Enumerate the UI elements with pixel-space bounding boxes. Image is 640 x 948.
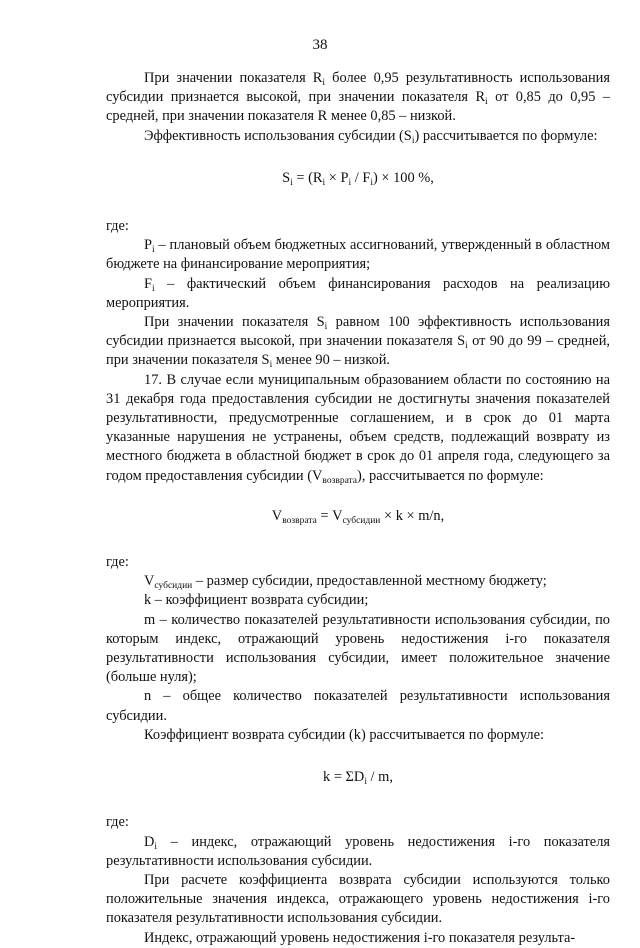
definition-m: m – количество показателей результативности использования субсидии, по которым индекс, отражающий уровень недостижения i-го показателя результативности использования субсидии, имеет положительное значение (больше нуля);: [106, 611, 610, 686]
paragraph-efficiency-intro: [106, 127, 610, 146]
text: более 0,95 результативность использования субсидии признается высокой, при значении показателя R: [106, 70, 610, 106]
text: – плановый объем бюджетных ассигнований, утвержденный в областном бюджете на финансирование мероприятия;: [106, 237, 610, 273]
text: k = ΣD: [323, 769, 365, 786]
subscript: i: [322, 177, 326, 188]
page-number: 38: [312, 37, 328, 53]
subscript: i: [465, 341, 468, 352]
definition-d-index: [106, 833, 610, 871]
text: – размер субсидии, предоставленной местному бюджету;: [192, 573, 547, 590]
definition-k: k – коэффициент возврата субсидии;: [144, 592, 369, 609]
where-label: где:: [106, 814, 129, 831]
text: ) рассчитывается по формуле:: [414, 127, 598, 144]
text: от 0,85 до 0,95 – средней, при значении показателя R менее 0,85 – низкой.: [106, 89, 610, 125]
paragraph-index: Индекс, отражающий уровень недостижения i-го показателя результа-: [144, 929, 576, 946]
subscript: i: [324, 322, 328, 333]
paragraph-s-result: [106, 313, 610, 371]
subscript: i: [485, 97, 488, 108]
text: менее 90 – низкой.: [272, 352, 390, 369]
where-label: где:: [106, 218, 129, 235]
subscript: субсидии: [342, 515, 381, 526]
definition-n: n – общее количество показателей результативности использования субсидии.: [106, 688, 610, 724]
subscript: возврата: [282, 515, 317, 526]
paragraph-r-result: [106, 69, 610, 127]
text: F: [144, 275, 153, 292]
text: = (R: [292, 169, 323, 186]
text: × k × m/n,: [380, 507, 445, 524]
text: 17. В случае если муниципальным образованием области по состоянию на 31 декабря года предоставления субсидии не достигнуты значения показателей результативности, предусмотренные соглашением, и в срок до 01 марта указанные нарушения не устранены, объем средств, подлежащий возврату из местного бюджета в областной бюджет в срок до 01 апреля года, следующего за годом предоставления субсидии (V: [106, 371, 610, 484]
formula-coefficient: [106, 768, 610, 787]
text: При значении показателя S: [144, 314, 325, 331]
text: P: [144, 237, 153, 254]
definition-planned-volume: [106, 236, 610, 274]
definition-subsidy-size: [106, 572, 610, 591]
subscript: i: [364, 777, 367, 788]
subscript: i: [269, 360, 273, 371]
text: × P: [325, 169, 349, 186]
text: При значении показателя R: [144, 70, 323, 86]
subscript: i: [370, 177, 373, 188]
formula-efficiency: [106, 169, 610, 188]
paragraph-17: [106, 371, 610, 486]
text: D: [144, 833, 155, 850]
subscript: возврата: [322, 475, 358, 486]
subscript: i: [322, 78, 326, 88]
text: ) × 100 %,: [372, 169, 434, 186]
subscript: i: [152, 283, 155, 294]
text: – индекс, отражающий уровень недостижения i-го показателя результативности использования субсидии.: [106, 833, 610, 869]
text: = V: [316, 507, 343, 524]
subscript: субсидии: [154, 581, 193, 592]
text: V: [271, 507, 283, 524]
text: Эффективность использования субсидии (S: [144, 127, 412, 144]
document-body: [106, 69, 610, 948]
text: от 90 до 99 – средней, при значении показателя S: [106, 333, 610, 369]
text: S: [282, 169, 291, 186]
text: ), рассчитывается по формуле:: [357, 467, 544, 484]
definition-actual-volume: [106, 275, 610, 313]
subscript: i: [411, 135, 415, 146]
text: / m,: [366, 769, 393, 786]
where-label: где:: [106, 554, 129, 571]
text: V: [144, 573, 155, 590]
subscript: i: [154, 841, 158, 852]
subscript: i: [290, 177, 293, 188]
text: / F: [351, 169, 371, 186]
formula-refund-volume: [106, 507, 610, 526]
text: равном 100 эффективность использования субсидии признается высокой, при значении показателя S: [106, 314, 610, 350]
text: – фактический объем финансирования расходов на реализацию мероприятия.: [106, 275, 610, 311]
subscript: i: [152, 245, 155, 256]
paragraph-calculation: При расчете коэффициента возврата субсидии используются только положительные значения индекса, отражающего уровень недостижения i-го показателя результативности использования субсидии.: [106, 871, 610, 927]
paragraph-coefficient-intro: Коэффициент возврата субсидии (k) рассчитывается по формуле:: [144, 726, 544, 743]
subscript: i: [348, 177, 352, 188]
